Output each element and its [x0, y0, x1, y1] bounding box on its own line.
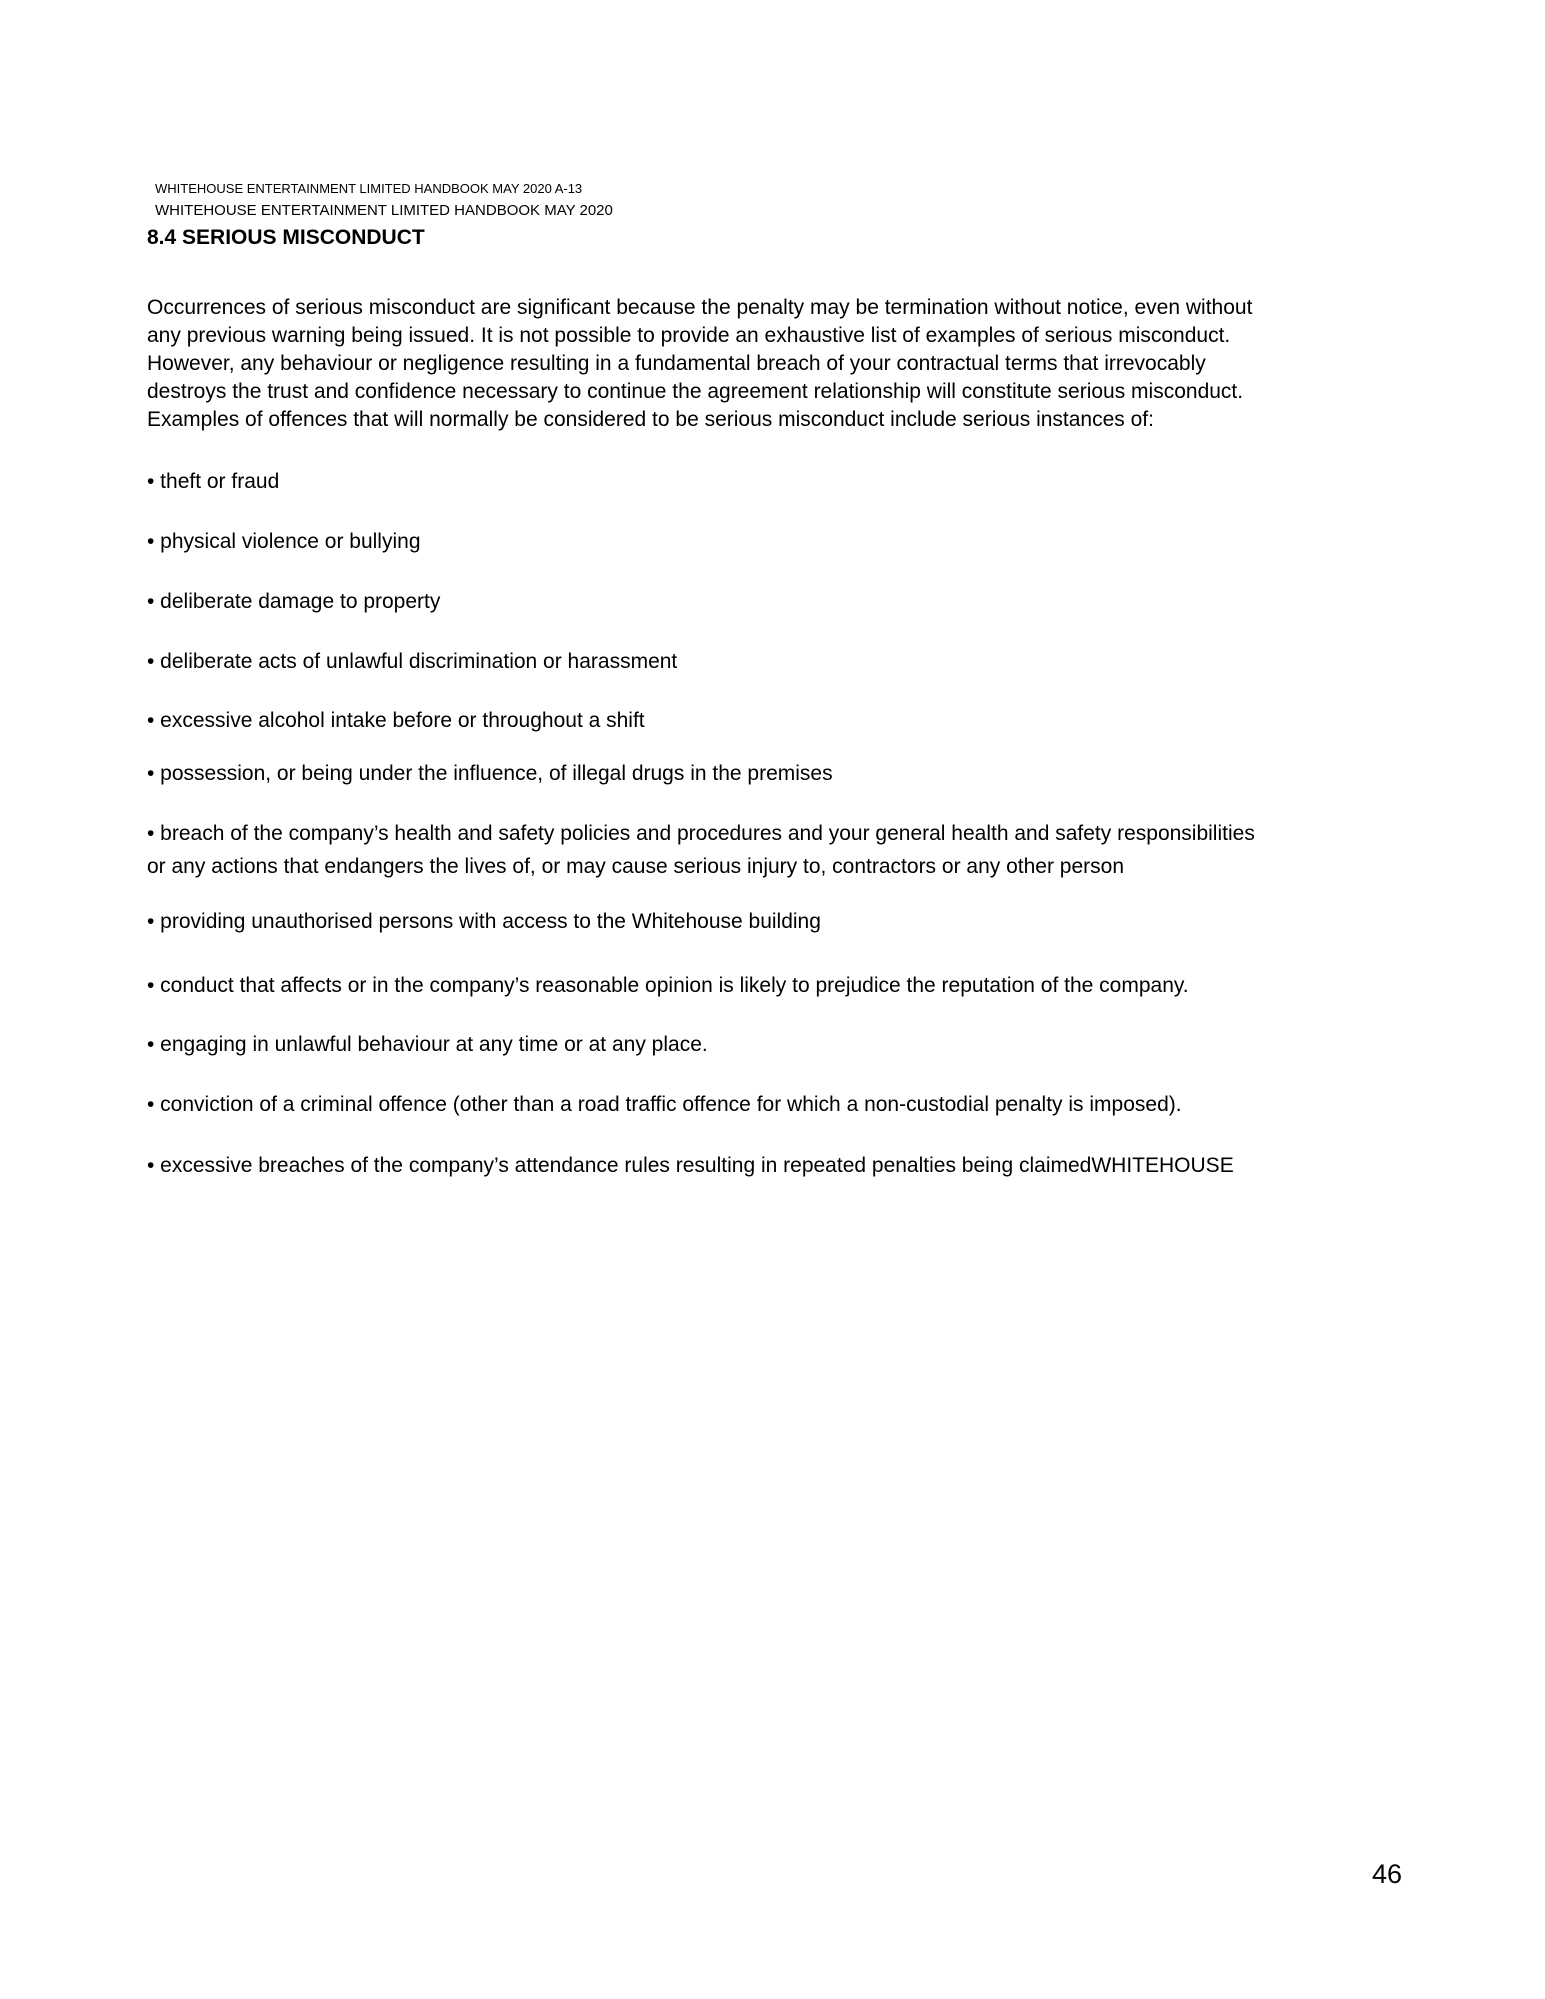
bullet-item-unauthorised-access: • providing unauthorised persons with access to the Whitehouse building [147, 910, 821, 933]
bullet-item-violence: • physical violence or bullying [147, 530, 421, 553]
bullet-item-property-damage: • deliberate damage to property [147, 590, 441, 613]
intro-line: Examples of offences that will normally be considered to be serious misconduct include serious instances of: [147, 408, 1154, 431]
bullet-item-drugs: • possession, or being under the influence, of illegal drugs in the premises [147, 762, 833, 785]
intro-line: However, any behaviour or negligence resulting in a fundamental breach of your contractual terms that irrevocably [147, 352, 1206, 375]
bullet-item-health-safety [147, 817, 1255, 883]
running-header-line-2: WHITEHOUSE ENTERTAINMENT LIMITED HANDBOOK MAY 2020 [155, 202, 613, 219]
intro-line: any previous warning being issued. It is not possible to provide an exhaustive list of examples of serious misconduct. [147, 324, 1231, 347]
bullet-item-line: or any actions that endangers the lives of, or may cause serious injury to, contractors or any other person [147, 855, 1125, 878]
intro-line: destroys the trust and confidence necessary to continue the agreement relationship will constitute serious misconduct. [147, 380, 1244, 403]
bullet-item-criminal-conviction: • conviction of a criminal offence (other than a road traffic offence for which a non-custodial penalty is imposed). [147, 1093, 1182, 1116]
intro-line: Occurrences of serious misconduct are significant because the penalty may be termination without notice, even without [147, 296, 1253, 319]
page-number: 46 [1372, 1859, 1403, 1889]
bullet-item-discrimination: • deliberate acts of unlawful discrimination or harassment [147, 650, 678, 673]
bullet-item-alcohol: • excessive alcohol intake before or throughout a shift [147, 709, 645, 732]
intro-paragraph [147, 294, 1377, 434]
bullet-item-reputation: • conduct that affects or in the company’s reasonable opinion is likely to prejudice the reputation of the company. [147, 974, 1189, 997]
section-title: 8.4 SERIOUS MISCONDUCT [147, 226, 425, 249]
bullet-item-unlawful-behaviour: • engaging in unlawful behaviour at any time or at any place. [147, 1033, 708, 1056]
bullet-item-theft: • theft or fraud [147, 470, 280, 493]
running-header-line-1: WHITEHOUSE ENTERTAINMENT LIMITED HANDBOOK MAY 2020 A-13 [155, 181, 583, 196]
bullet-item-attendance: • excessive breaches of the company’s attendance rules resulting in repeated penalties being claimedWHITEHOUSE [147, 1154, 1234, 1177]
bullet-item-line: • breach of the company’s health and safety policies and procedures and your general health and safety responsibilities [147, 822, 1255, 845]
